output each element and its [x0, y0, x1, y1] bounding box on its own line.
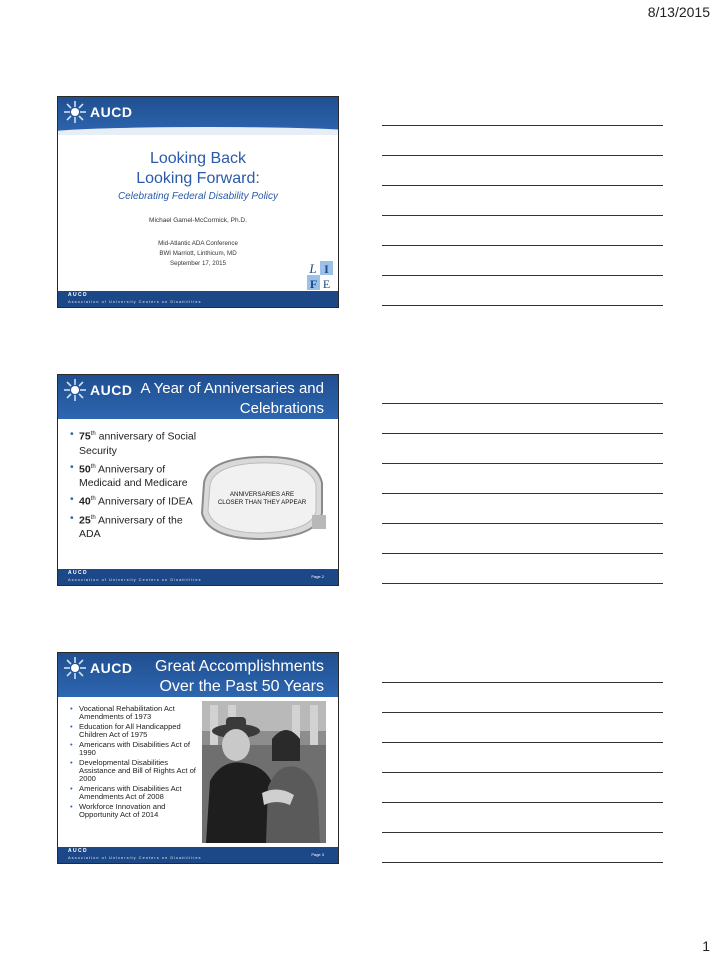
footer-brand: AUCD	[68, 848, 89, 854]
author: Michael Gamel-McCormick, Ph.D.	[149, 217, 247, 224]
starburst-icon	[64, 101, 86, 123]
list-item: • 75th anniversary of Social Security	[70, 427, 200, 458]
notes-line	[382, 772, 663, 773]
bullet-list	[70, 705, 196, 821]
notes-line	[382, 523, 663, 524]
notes-line	[382, 712, 663, 713]
notes-line	[382, 583, 663, 584]
title-line-2: Over the Past 50 Years	[159, 678, 324, 695]
brand-name: AUCD	[90, 660, 133, 676]
slide-footer	[58, 569, 338, 585]
notes-line	[382, 245, 663, 246]
list-item: • 40th Anniversary of IDEA	[70, 492, 200, 509]
notes-line	[382, 682, 663, 683]
life-letter-f: F	[309, 277, 318, 291]
notes-line	[382, 125, 663, 126]
footer-brand: AUCD	[68, 570, 89, 576]
list-item: • Education for All Handicapped Children Act of 1975	[70, 723, 196, 739]
slide-page-label: Page 2	[311, 574, 324, 579]
aucd-logo	[64, 655, 132, 681]
title-line-2: Celebrations	[239, 400, 324, 417]
title-line-1: Looking Back	[149, 150, 247, 167]
brand-name: AUCD	[90, 104, 133, 120]
title-line-2: Looking Forward:	[136, 170, 260, 187]
list-item: • Americans with Disabilities Act of 1990	[70, 741, 196, 757]
slide-subtitle: Celebrating Federal Disability Policy	[117, 191, 279, 202]
slide-title	[155, 657, 324, 697]
aucd-logo	[64, 99, 132, 125]
notes-line	[382, 433, 663, 434]
conference-date: September 17, 2015	[169, 260, 227, 267]
notes-line	[382, 155, 663, 156]
slide-footer	[58, 847, 338, 863]
notes-line	[382, 493, 663, 494]
footer-brand: AUCD	[68, 292, 89, 298]
aucd-logo	[64, 377, 132, 403]
notes-line	[382, 305, 663, 306]
page-date: 8/13/2015	[647, 4, 710, 20]
bullet-list	[70, 427, 200, 543]
title-line-1: Great Accomplishments	[155, 658, 324, 675]
notes-line	[382, 802, 663, 803]
footer-org: Association of University Centers on Disabilities	[68, 855, 202, 860]
notes-line	[382, 832, 663, 833]
notes-line	[382, 215, 663, 216]
slide-1	[57, 96, 339, 308]
people-photo	[202, 701, 326, 843]
side-mirror-image	[198, 453, 326, 541]
mirror-text-1: ANNIVERSARIES ARE	[229, 491, 295, 498]
slide-3	[57, 652, 339, 864]
list-item: • Americans with Disabilities Act Amendments Act of 2008	[70, 785, 196, 801]
life-logo	[306, 257, 334, 291]
conference-info	[58, 239, 338, 269]
life-letter-i: I	[324, 262, 329, 276]
life-letter-l: L	[309, 261, 317, 276]
notes-line	[382, 403, 663, 404]
slide-title	[141, 379, 324, 419]
conference-venue: BWI Marriott, Linthicum, MD	[159, 250, 237, 257]
slide-header	[58, 653, 338, 697]
footer-org: Association of University Centers on Disabilities	[68, 577, 202, 582]
list-item: • 25th Anniversary of the ADA	[70, 511, 200, 542]
notes-line	[382, 185, 663, 186]
page-number: 1	[702, 938, 710, 954]
slide-page-label: Page 3	[311, 852, 324, 857]
footer-org: Association of University Centers on Disabilities	[68, 299, 202, 304]
slide-2	[57, 374, 339, 586]
notes-line	[382, 742, 663, 743]
slide-header	[58, 375, 338, 419]
list-item: • Vocational Rehabilitation Act Amendments of 1973	[70, 705, 196, 721]
life-letter-e: E	[322, 277, 331, 291]
list-item: • Workforce Innovation and Opportunity Act of 2014	[70, 803, 196, 819]
title-line-1: A Year of Anniversaries and	[140, 380, 324, 397]
starburst-icon	[64, 657, 86, 679]
notes-line	[382, 463, 663, 464]
notes-line	[382, 553, 663, 554]
notes-line	[382, 275, 663, 276]
mirror-text-2: CLOSER THAN THEY APPEAR	[217, 499, 307, 506]
slide-footer	[58, 291, 338, 307]
conference-name: Mid-Atlantic ADA Conference	[158, 240, 238, 247]
starburst-icon	[64, 379, 86, 401]
slide-title	[58, 149, 338, 189]
list-item: • 50th Anniversary of Medicaid and Medicare	[70, 460, 200, 491]
notes-line	[382, 862, 663, 863]
slide-header	[58, 97, 338, 135]
brand-name: AUCD	[90, 382, 133, 398]
list-item: • Developmental Disabilities Assistance and Bill of Rights Act of 2000	[70, 759, 196, 783]
